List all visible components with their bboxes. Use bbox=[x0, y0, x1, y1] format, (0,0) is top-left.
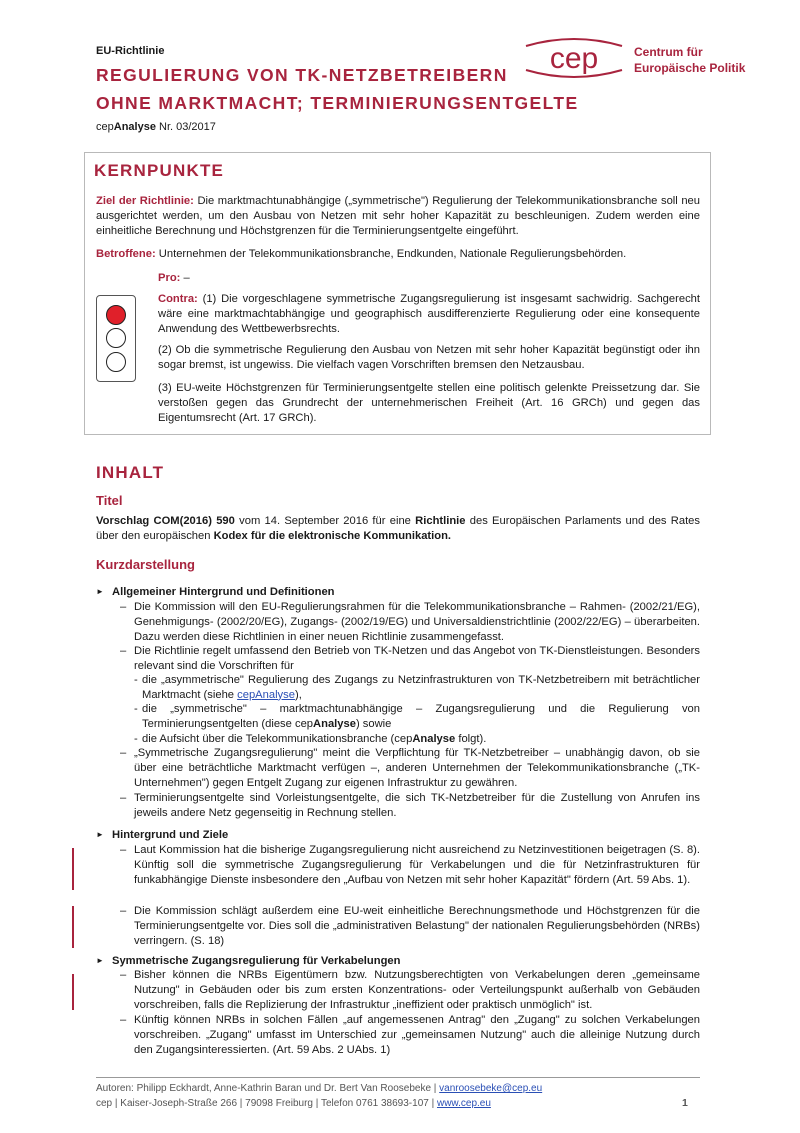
email-link[interactable]: vanroosebeke@cep.eu bbox=[439, 1083, 543, 1094]
titel-paragraph: Vorschlag COM(2016) 590 vom 14. September 2016 für eine Richtlinie des Europäischen Parlaments und des Rates über den europäischen Kodex für die elektronische Kommunikation. bbox=[96, 515, 700, 542]
traffic-light-green-lamp bbox=[106, 352, 126, 372]
list-item: – Die Kommission will den EU-Regulierungsrahmen für die Telekommunikationsbranche – Rahmen- (2002/21/EG), Genehmigungs- (2002/20/EG), Zugangs- (2002/19/EG) und Universaldienstrichtlinie (2002/22/EG) – überarbeiten. Dazu werden diese Richtlinien in einer neuen Richtlinie zusammengefasst. bbox=[120, 601, 700, 643]
footer-divider bbox=[96, 1077, 700, 1078]
titel-heading: Titel bbox=[96, 493, 123, 508]
kurzdarstellung-heading: Kurzdarstellung bbox=[96, 557, 195, 572]
kernpunkte-contra-3: (3) EU-weite Höchstgrenzen für Terminierungsentgelte stellen eine politisch gelenkte Preissetzung dar. Sie verstoßen gegen das Grundrecht der unternehmerischen Freiheit (Art. 16 GRCh) und gegen das Eigentumsrecht (Art. 17 GRCh). bbox=[158, 382, 700, 424]
sub-list-item: - die Aufsicht über die Telekommunikationsbranche (cepAnalyse folgt). bbox=[134, 733, 487, 745]
website-link[interactable]: www.cep.eu bbox=[436, 1098, 491, 1109]
section-heading-hintergrund-ziele: ► Hintergrund und Ziele bbox=[96, 829, 229, 841]
list-item: – Terminierungsentgelte sind Vorleistungsentgelte, die sich TK-Netzbetreiber für die Zustellung von Anrufen ins jeweils andere Netz gegenseitig in Rechnung stellen. bbox=[120, 792, 700, 819]
triangle-bullet-icon: ► bbox=[96, 956, 104, 965]
document-title-line-1: REGULIERUNG VON TK-NETZBETREIBERN bbox=[96, 65, 508, 85]
traffic-light-red-lamp bbox=[106, 305, 126, 325]
list-item: – „Symmetrische Zugangsregulierung" meint die Verpflichtung für TK-Netzbetreiber – unabhängig davon, ob sie über eine beträchtliche Marktmacht verfügen –, anderen Unternehmen der Telekommunikationsbranche („TK-Unternehmen") gegen Entgelt Zugang zur eigenen Infrastruktur zu gewähren. bbox=[120, 747, 700, 789]
list-item: – Bisher können die NRBs Eigentümern bzw. Nutzungsberechtigten von Verkabelungen deren „gemeinsame Nutzung" in Gebäuden oder bis zum ersten Konzentrations- oder Verteilungspunkt außerhalb von Gebäuden vorschreiben, falls die Replizierung der Infrastruktur „ineffizient oder praktisch unmöglich" ist. bbox=[120, 969, 700, 1011]
cep-analyse-link[interactable]: cepAnalyse bbox=[237, 688, 295, 701]
page-number: 1 bbox=[682, 1097, 688, 1109]
document-type: EU-Richtlinie bbox=[96, 45, 165, 57]
kernpunkte-contra: Contra: (1) Die vorgeschlagene symmetrische Zugangsregulierung ist insgesamt sachwidrig. Sachgerecht wäre eine marktmachtabhängige und geographisch ausdifferenzierte Regulierung oder eine konsequente Anwendung des Wettbewerbsrechts. bbox=[158, 293, 700, 335]
kernpunkte-betroffene: Betroffene: Unternehmen der Telekommunikationsbranche, Endkunden, Nationale Regulierungsbehörden. bbox=[96, 248, 627, 260]
kernpunkte-pro: Pro: – bbox=[158, 272, 190, 284]
cep-logo bbox=[522, 34, 626, 80]
list-item: – Die Richtlinie regelt umfassend den Betrieb von TK-Netzen und das Angebot von TK-Dienstleistungen. Besonders relevant sind die Vorschriften für bbox=[120, 645, 700, 672]
sub-list-item: - die „symmetrische" – marktmachtunabhängige – Zugangsregulierung und die Regulierung von Terminierungsentgelten (diese cepAnalyse) sowie bbox=[134, 703, 700, 730]
list-item: – Die Kommission schlägt außerdem eine EU-weit einheitliche Berechnungsmethode und Höchstgrenzen für die Terminierungsentgelte vor. Dies soll die „administrativen Belastung" der nationalen Regulierungsbehörden (NRBs) verringern. (S. 18) bbox=[120, 905, 700, 947]
traffic-light-icon bbox=[96, 295, 136, 382]
triangle-bullet-icon: ► bbox=[96, 830, 104, 839]
sub-list-item: - die „asymmetrische" Regulierung des Zugangs zu Netzinfrastrukturen von TK-Netzbetreibern mit beträchtlicher Marktmacht (siehe cepAnalyse), bbox=[134, 674, 700, 701]
footer-authors: Autoren: Philipp Eckhardt, Anne-Kathrin Baran und Dr. Bert Van Roosebeke | vanroosebeke@cep.eu bbox=[96, 1083, 543, 1094]
list-item: – Künftig können NRBs in solchen Fällen „auf angemessenen Antrag" den „Zugang" zu solchen Verkabelungen vorschreiben. „Zugang" umfasst im Unterschied zur „gemeinsamen Nutzung" auch die alleinige Nutzung durch den Zugangsinteressierten. (Art. 59 Abs. 2 UAbs. 1) bbox=[120, 1014, 700, 1056]
kernpunkte-ziel: Ziel der Richtlinie: Die marktmachtunabhängige („symmetrische") Regulierung der Telekommunikationsbranche soll neu ausgerichtet werden, um den Ausbau von Netzen mit sehr hoher Kapazität zu beschleunigen. Zudem werden eine einheitliche Berechnung und Höchstgrenzen für die Terminierungsentgelte eingeführt. bbox=[96, 195, 700, 237]
cep-logo-label: Centrum für Europäische Politik bbox=[634, 45, 746, 76]
triangle-bullet-icon: ► bbox=[96, 587, 104, 596]
section-heading-zugangsregulierung-verkabelungen: ► Symmetrische Zugangsregulierung für Verkabelungen bbox=[96, 955, 401, 967]
kernpunkte-contra-2: (2) Ob die symmetrische Regulierung den Ausbau von Netzen mit sehr hoher Kapazität begünstigt oder ihn sogar bremst, ist ungewiss. Die vielfach vagen Vorschriften bremsen den Netzausbau. bbox=[158, 344, 700, 371]
traffic-light-yellow-lamp bbox=[106, 328, 126, 348]
list-item: – Laut Kommission hat die bisherige Zugangsregulierung nicht ausreichend zu Netzinvestitionen beigetragen (S. 8). Künftig soll die symmetrische Zugangsregulierung für Verkabelungen und die für Netzinfrastrukturen für funkabhängige Dienste insbesondere den „Aufbau von Netzen mit sehr hoher Kapazität" fördern (Art. 59 Abs. 1). bbox=[120, 844, 700, 886]
margin-mark bbox=[72, 848, 74, 890]
margin-mark bbox=[72, 906, 74, 948]
section-heading-hintergrund-definitionen: ► Allgemeiner Hintergrund und Definitionen bbox=[96, 586, 335, 598]
document-title-line-2: OHNE MARKTMACHT; TERMINIERUNGSENTGELTE bbox=[96, 93, 579, 113]
logo-text: cep bbox=[549, 42, 599, 75]
footer-address: cep | Kaiser-Joseph-Straße 266 | 79098 Freiburg | Telefon 0761 38693-107 | www.cep.eu bbox=[96, 1098, 491, 1109]
inhalt-heading: INHALT bbox=[96, 463, 165, 482]
kernpunkte-heading: KERNPUNKTE bbox=[94, 161, 225, 180]
margin-mark bbox=[72, 974, 74, 1010]
analyse-number: cepAnalyse Nr. 03/2017 bbox=[96, 121, 216, 133]
